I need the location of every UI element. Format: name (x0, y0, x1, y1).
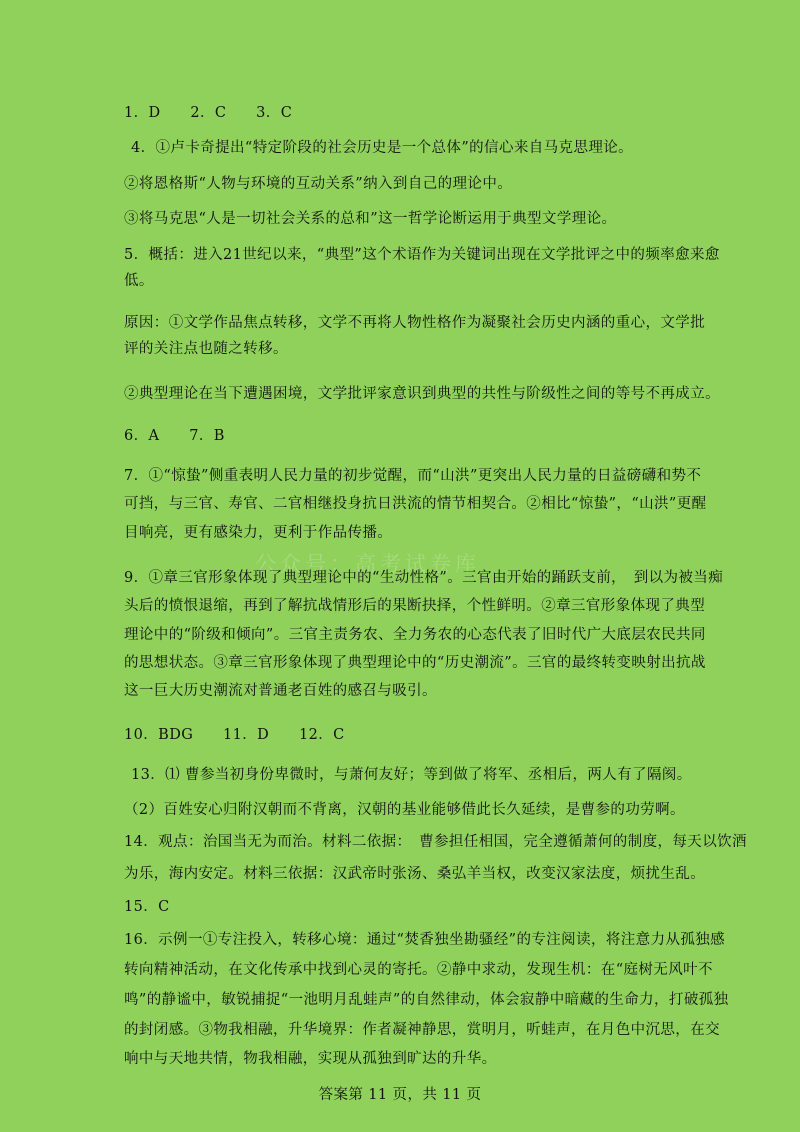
answer-line: （2）百姓安心归附汉朝而不背离，汉朝的基业能够借此长久延续，是曹参的功劳啊。 (124, 802, 685, 818)
answer-line: 的思想状态。③章三官形象体现了典型理论中的“历史潮流”。三官的最终转变映射出抗战 (124, 655, 706, 671)
answer-line: 15．C (124, 899, 170, 915)
answer-line: 这一巨大历史潮流对普通老百姓的感召与吸引。 (124, 683, 437, 699)
answer-line: 头后的愤恨退缩，再到了解抗战情形后的果断抉择，个性鲜明。②章三官形象体现了典型 (124, 598, 706, 614)
watermark-text: 公众号：高考试卷库 (255, 552, 480, 576)
answer-line: ②将恩格斯“人物与环境的互动关系”纳入到自己的理论中。 (124, 176, 513, 192)
answer-line: 1．D 2．C 3．C (124, 105, 293, 121)
answer-line: ②典型理论在当下遭遇困境，文学批评家意识到典型的共性与阶级性之间的等号不再成立。 (124, 386, 720, 402)
answer-line: 16．示例一①专注投入，转移心境：通过“焚香独坐勘骚经”的专注阅读，将注意力从孤独感 (124, 932, 726, 948)
answer-line: 原因：①文学作品焦点转移，文学不再将人物性格作为凝聚社会历史内涵的重心，文学批 (124, 315, 706, 331)
answer-line: 7．①“惊蛰”侧重表明人民力量的初步觉醒，而“山洪”更突出人民力量的日益磅礴和势不 (124, 468, 702, 484)
answer-line: 10．BDG 11．D 12．C (124, 727, 345, 743)
answer-line: 的封闭感。③物我相融，升华境界：作者凝神静思，赏明月，听蛙声，在月色中沉思，在交 (124, 1022, 720, 1038)
answer-line: 响中与天地共情，物我相融，实现从孤独到旷达的升华。 (124, 1051, 497, 1067)
answer-line: 4．①卢卡奇提出“特定阶段的社会历史是一个总体”的信心来自马克思理论。 (131, 140, 634, 156)
answer-line: 理论中的“阶级和倾向”。三官主责务农、全力务农的心态代表了旧时代广大底层农民共同 (124, 627, 706, 643)
answer-line: 鸣”的静谧中，敏锐捕捉“一池明月乱蛙声”的自然律动，体会寂静中暗藏的生命力，打破孤独 (124, 992, 729, 1008)
answer-line: 转向精神活动，在文化传承中找到心灵的寄托。②静中求动，发现生机：在“庭树无风叶不 (124, 962, 713, 978)
answer-line: 14．观点：治国当无为而治。材料二依据： 曹参担任相国，完全遵循萧何的制度，每天以饮酒 (124, 834, 747, 850)
answer-line: 9．①章三官形象体现了典型理论中的“生动性格”。三官由开始的踊跃支前， 到以为被当痴 (124, 570, 724, 586)
answer-line: ③将马克思“人是一切社会关系的总和”这一哲学论断运用于典型文学理论。 (124, 211, 617, 227)
answer-line: 5．概括：进入21世纪以来，“典型”这个术语作为关键词出现在文学批评之中的频率愈来愈 (124, 247, 720, 263)
answer-line: 目响亮，更有感染力，更利于作品传播。 (124, 525, 393, 541)
answer-line: 为乐，海内安定。材料三依据：汉武帝时张汤、桑弘羊当权，改变汉家法度，烦扰生乱。 (124, 866, 706, 882)
answer-line: 低。 (124, 273, 154, 289)
answer-line: 13．⑴ 曹参当初身份卑微时，与萧何友好；等到做了将军、丞相后，两人有了隔阂。 (131, 767, 692, 783)
page-footer: 答案第 11 页，共 11 页 (318, 1087, 482, 1103)
answer-line: 6．A 7．B (124, 428, 225, 444)
answer-line: 评的关注点也随之转移。 (124, 341, 288, 357)
answer-line: 可挡，与三官、寿官、二官相继投身抗日洪流的情节相契合。②相比“惊蛰”，“山洪”更醒 (124, 496, 707, 512)
